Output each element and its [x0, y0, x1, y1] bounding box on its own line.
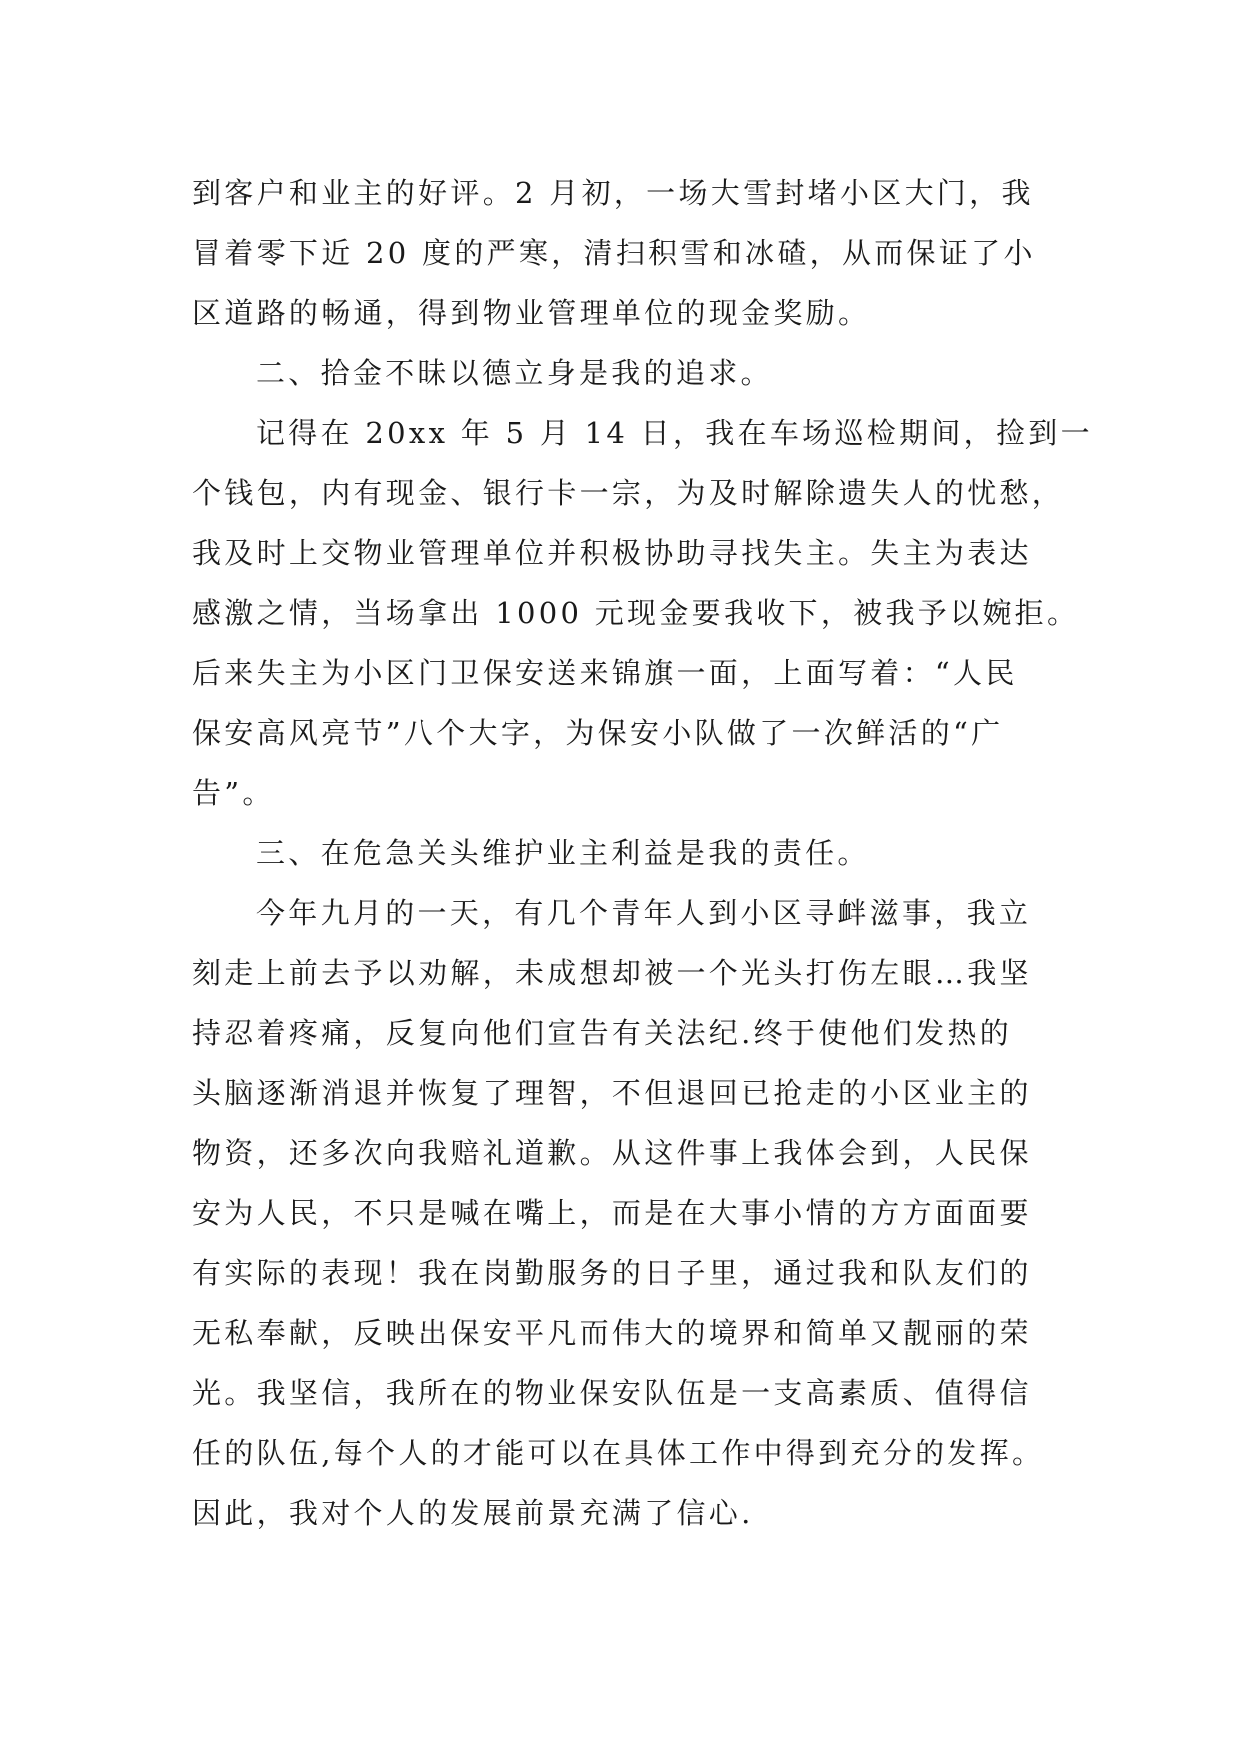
text-line: 安为人民，不只是喊在嘴上，而是在大事小情的方方面面要 — [192, 1196, 1032, 1230]
text-line: 个钱包，内有现金、银行卡一宗，为及时解除遗失人的忧愁， — [192, 476, 1065, 510]
text-line: 感激之情，当场拿出 1000 元现金要我收下，被我予以婉拒。 — [192, 596, 1080, 630]
text-line: 因此，我对个人的发展前景充满了信心. — [192, 1496, 754, 1530]
section-heading-2: 二、拾金不昧以德立身是我的追求。 — [256, 356, 773, 390]
text-line: 任的队伍,每个人的才能可以在具体工作中得到充分的发挥。 — [192, 1436, 1045, 1470]
section-heading-3: 三、在危急关头维护业主利益是我的责任。 — [256, 836, 870, 870]
text-line: 有实际的表现！我在岗勤服务的日子里，通过我和队友们的 — [192, 1256, 1032, 1290]
text-line: 到客户和业主的好评。2 月初，一场大雪封堵小区大门，我 — [192, 176, 1034, 210]
text-line: 冒着零下近 20 度的严寒，清扫积雪和冰碴，从而保证了小 — [192, 236, 1036, 270]
text-line: 告”。 — [192, 776, 275, 810]
text-line: 我及时上交物业管理单位并积极协助寻找失主。失主为表达 — [192, 536, 1032, 570]
text-line: 物资，还多次向我赔礼道歉。从这件事上我体会到，人民保 — [192, 1136, 1032, 1170]
text-line: 头脑逐渐消退并恢复了理智，不但退回已抢走的小区业主的 — [192, 1076, 1032, 1110]
text-line: 刻走上前去予以劝解，未成想却被一个光头打伤左眼…我坚 — [192, 956, 1032, 990]
text-line: 无私奉献，反映出保安平凡而伟大的境界和简单又靓丽的荣 — [192, 1316, 1032, 1350]
text-line: 持忍着疼痛，反复向他们宣告有关法纪.终于使他们发热的 — [192, 1016, 1013, 1050]
text-line: 保安高风亮节”八个大字，为保安小队做了一次鲜活的“广 — [192, 716, 1004, 750]
body-text — [192, 163, 1093, 1543]
text-line: 记得在 20xx 年 5 月 14 日，我在车场巡检期间，捡到一 — [256, 416, 1093, 450]
text-line: 后来失主为小区门卫保安送来锦旗一面，上面写着：“人民 — [192, 656, 1018, 690]
text-line: 光。我坚信，我所在的物业保安队伍是一支高素质、值得信 — [192, 1376, 1032, 1410]
text-line: 区道路的畅通，得到物业管理单位的现金奖励。 — [192, 296, 871, 330]
text-line: 今年九月的一天，有几个青年人到小区寻衅滋事，我立 — [256, 896, 1032, 930]
